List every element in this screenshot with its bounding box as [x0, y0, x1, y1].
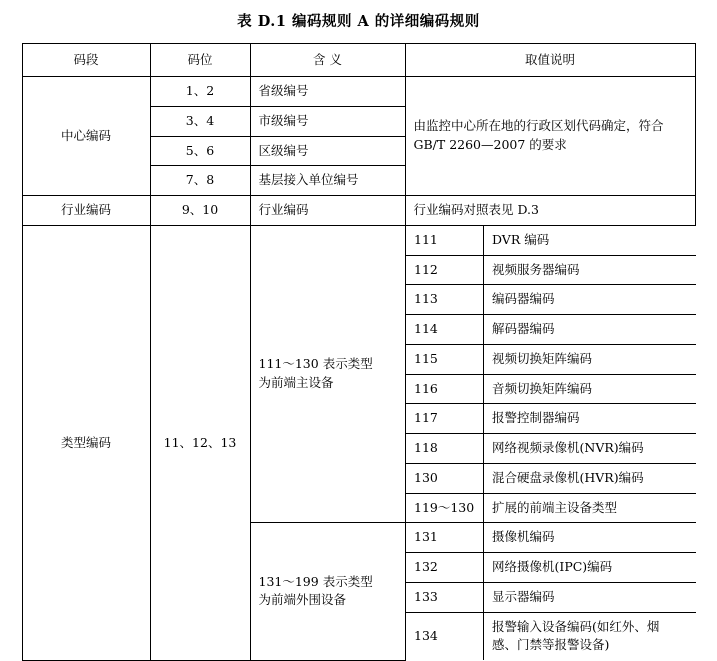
type-code: 111 [406, 226, 484, 255]
type-description-line: 解码器编码 [492, 321, 555, 336]
center-section-label: 中心编码 [22, 77, 150, 196]
type-description-line: 扩展的前端主设备类型 [492, 499, 618, 515]
type-code: 116 [406, 374, 484, 404]
meaning: 基层接入单位编号 [250, 166, 405, 196]
type-section-details [250, 225, 695, 660]
industry-section-label: 行业编码 [22, 196, 150, 226]
type-description [484, 226, 696, 255]
type-description [484, 374, 696, 404]
header-meaning: 含 义 [250, 44, 405, 77]
type-description-line: 摄像机编码 [492, 529, 555, 545]
type-description [484, 315, 696, 345]
table-row [22, 77, 695, 107]
type-description [484, 463, 696, 493]
meaning: 区级编号 [250, 136, 405, 166]
type-code: 133 [406, 582, 484, 612]
type-group-meaning-line-1: 131～199 表示类型 [258, 573, 373, 589]
meaning: 省级编号 [250, 77, 405, 107]
type-code: 130 [406, 463, 484, 493]
type-group-meaning-line-2: 为前端主设备 [258, 375, 334, 390]
type-description-line: 报警控制器编码 [492, 410, 580, 426]
type-description [484, 255, 696, 285]
type-description-line: 音频切换矩阵编码 [492, 380, 593, 396]
type-description [484, 434, 696, 464]
type-description [484, 582, 696, 612]
type-description [484, 523, 696, 553]
type-description [484, 493, 696, 523]
table-row [251, 226, 696, 255]
type-code: 131 [406, 523, 484, 553]
type-description-line: DVR 编码 [492, 231, 550, 247]
center-note-line-2: GB/T 2260—2007 的要求 [413, 137, 567, 152]
type-description [484, 612, 696, 660]
type-description-line: 感、门禁等报警设备) [492, 637, 610, 653]
type-code: 132 [406, 553, 484, 583]
meaning: 市级编号 [250, 106, 405, 136]
type-code: 113 [406, 285, 484, 315]
type-code: 119～130 [406, 493, 484, 523]
type-group-meaning-line-1: 111～130 表示类型 [258, 356, 373, 372]
header-value-description: 取值说明 [405, 44, 695, 77]
type-code: 115 [406, 344, 484, 374]
type-description-line: 报警输入设备编码(如红外、烟 [492, 618, 660, 634]
code-position: 3、4 [150, 106, 250, 136]
type-description [484, 344, 696, 374]
type-code: 112 [406, 255, 484, 285]
table-row [22, 225, 695, 660]
type-description-line: 编码器编码 [492, 291, 555, 307]
table-row [22, 196, 695, 226]
type-code: 134 [406, 612, 484, 660]
type-description [484, 285, 696, 315]
table-header-row [22, 44, 695, 77]
table-caption: 表 D.1 编码规则 A 的详细编码规则 [237, 13, 480, 30]
code-position: 7、8 [150, 166, 250, 196]
type-description [484, 553, 696, 583]
code-position: 9、10 [150, 196, 250, 226]
type-description-line: 视频服务器编码 [492, 261, 580, 277]
type-group-meaning-line-2: 为前端外围设备 [258, 592, 347, 608]
type-description-line: 网络视频录像机(NVR)编码 [492, 440, 644, 455]
type-code: 117 [406, 404, 484, 434]
header-code-segment: 码段 [22, 44, 150, 77]
code-position: 1、2 [150, 77, 250, 107]
type-description [484, 404, 696, 434]
center-section-note [405, 77, 695, 196]
code-position: 11、12、13 [150, 225, 250, 660]
code-position: 5、6 [150, 136, 250, 166]
meaning: 行业编码 [250, 196, 405, 226]
type-detail-table [251, 226, 696, 661]
industry-section-note: 行业编码对照表见 D.3 [405, 196, 695, 226]
type-section-label: 类型编码 [22, 225, 150, 660]
type-group-meaning [251, 226, 406, 523]
type-code: 114 [406, 315, 484, 345]
type-code: 118 [406, 434, 484, 464]
table-row [251, 523, 696, 553]
type-description-line: 混合硬盘录像机(HVR)编码 [492, 469, 644, 485]
type-description-line: 显示器编码 [492, 588, 555, 604]
header-code-position: 码位 [150, 44, 250, 77]
coding-rules-table [22, 43, 696, 661]
center-note-line-1: 由监控中心所在地的行政区划代码确定，符合 [413, 118, 664, 134]
type-description-line: 网络摄像机(IPC)编码 [492, 559, 613, 574]
type-group-meaning [251, 523, 406, 660]
type-description-line: 视频切换矩阵编码 [492, 350, 593, 366]
